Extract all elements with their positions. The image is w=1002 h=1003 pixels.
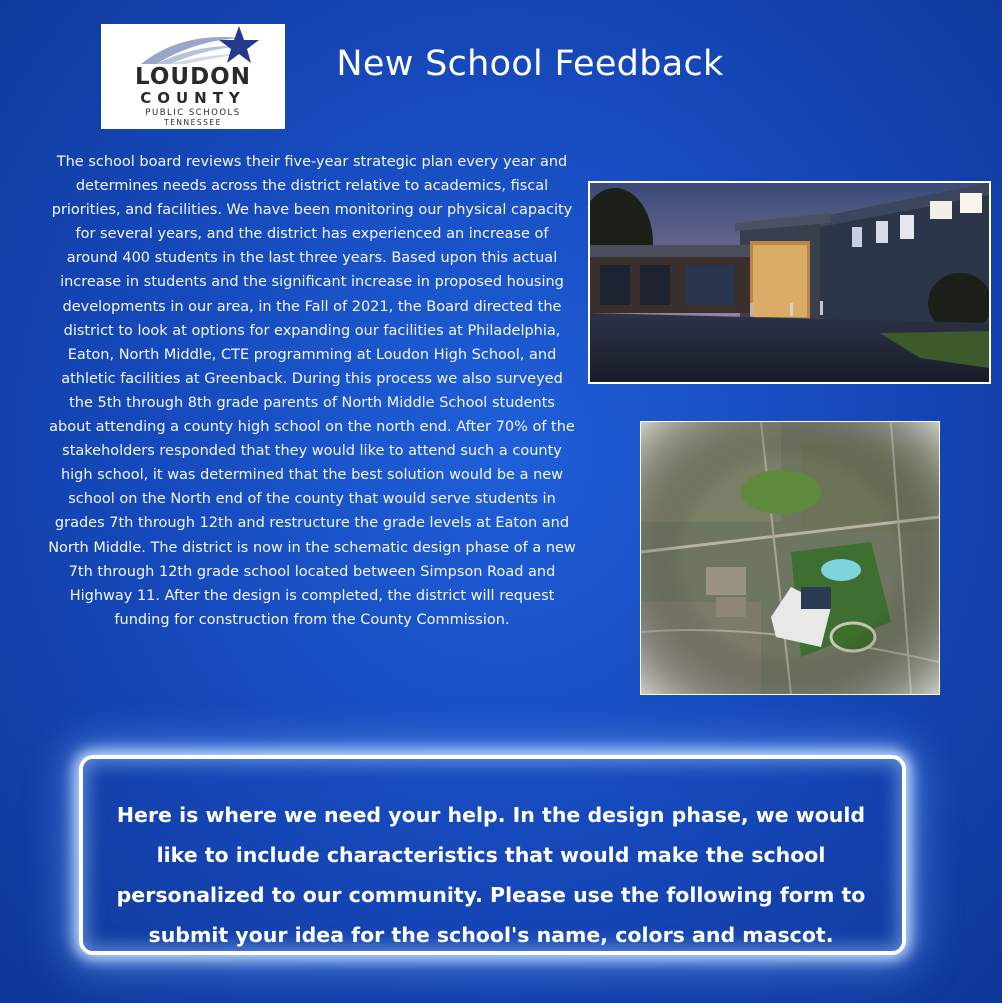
call-to-action-text: Here is where we need your help. In the design phase, we would like to include characteristics that would make the school personalized to our community. Please use the following form to submit your idea for the school's name, colors and mascot. <box>116 803 866 947</box>
aerial-site-image <box>640 421 940 695</box>
logo-line-3: PUBLIC SCHOOLS <box>145 108 241 118</box>
school-building-image <box>588 181 991 384</box>
page-title: New School Feedback <box>336 44 724 84</box>
logo-line-2: COUNTY <box>140 89 246 107</box>
body-paragraph: The school board reviews their five-year strategic plan every year and determines needs across the district relative to academics, fiscal priorities, and facilities. We have been monitoring our physical capacity for several years, and the district has experienced an increase of around 400 students in the last three years. Based upon this actual increase in students and the significant increase in proposed housing developments in our area, in the Fall of 2021, the Board directed the district to look at options for expanding our facilities at Philadelphia, Eaton, North Middle, CTE programming at Loudon High School, and athletic facilities at Greenback. During this process we also surveyed the 5th through 8th grade parents of North Middle School students about attending a county high school on the north end. After 70% of the stakeholders responded that they would like to attend such a county high school, it was determined that the best solution would be a new school on the North end of the county that would serve students in grades 7th through 12th and restructure the grade levels at Eaton and North Middle. The district is now in the schematic design phase of a new 7th through 12th grade school located between Simpson Road and Highway 11. After the design is completed, the district will request funding for construction from the County Commission. <box>48 154 576 628</box>
building-rendering-icon <box>590 183 989 382</box>
aerial-map-icon <box>641 422 939 694</box>
logo-line-1: LOUDON <box>135 64 251 90</box>
district-logo <box>101 24 285 129</box>
logo-line-4: TENNESSEE <box>164 118 222 127</box>
